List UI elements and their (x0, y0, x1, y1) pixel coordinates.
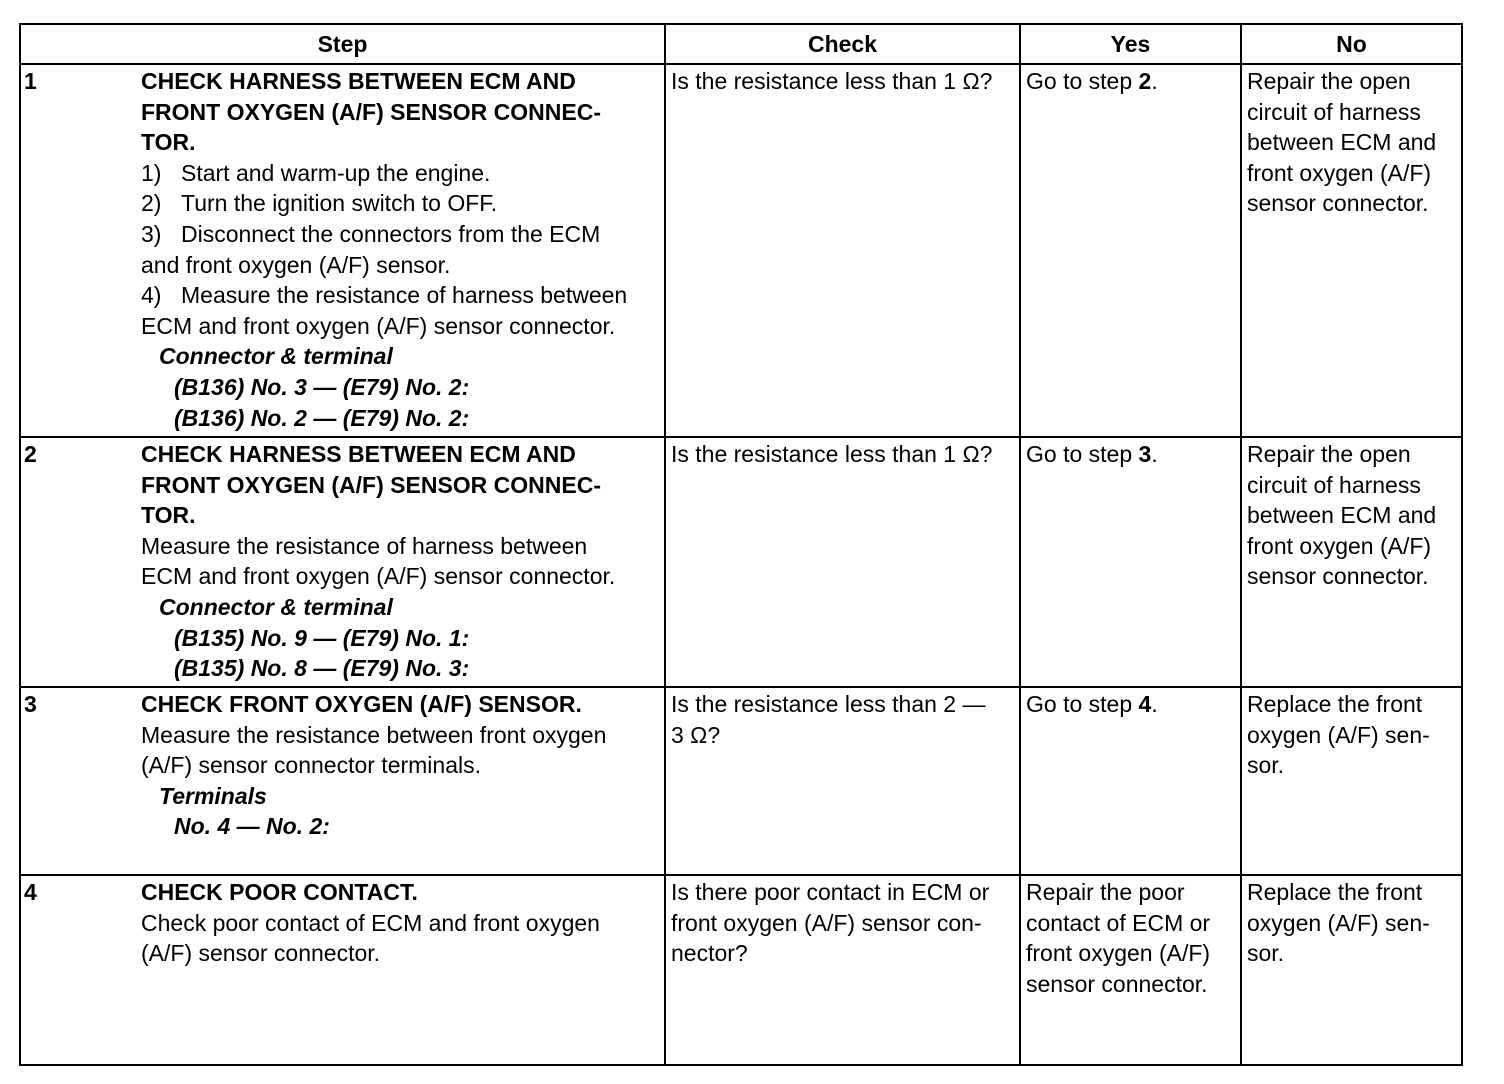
connector-terminal-line: (B136) No. 3 — (E79) No. 2: (174, 373, 470, 400)
yes-cell: Go to step 4. (1020, 687, 1241, 875)
procedure-item: 1) Start and warm-up the engine. (141, 159, 491, 186)
no-cell: Repair the open circuit of harness between ECM and front oxygen (A/F) sensor connector. (1241, 437, 1462, 687)
check-cell: Is there poor contact in ECM or front oxygen (A/F) sensor con- nector? (665, 875, 1020, 1065)
terminals-heading: Terminals (159, 782, 267, 809)
connector-terminal-line: (B135) No. 8 — (E79) No. 3: (174, 655, 470, 682)
yes-step-ref: 4 (1138, 691, 1152, 717)
header-no: No (1241, 24, 1462, 64)
no-cell: Repair the open circuit of harness between ECM and front oxygen (A/F) sensor connector. (1241, 64, 1462, 437)
procedure-item: 2) Turn the ignition switch to OFF. (141, 190, 498, 217)
step-title-line: FRONT OXYGEN (A/F) SENSOR CONNEC- (141, 98, 602, 125)
step-description (141, 64, 665, 437)
step-number: 2 (20, 437, 141, 687)
connector-heading: Connector & terminal (159, 343, 393, 370)
procedure-item: 3) Disconnect the connectors from the ECM (141, 220, 601, 247)
table-row (20, 64, 1462, 437)
step-title-line: TOR. (141, 502, 196, 529)
step-number: 4 (20, 875, 141, 1065)
step-body-line: Measure the resistance between front oxygen (141, 721, 607, 748)
yes-cell: Repair the poor contact of ECM or front oxygen (A/F) sensor connector. (1020, 875, 1241, 1065)
connector-terminal-line: (B135) No. 9 — (E79) No. 1: (174, 624, 470, 651)
header-step: Step (20, 24, 665, 64)
step-title-line: CHECK POOR CONTACT. (141, 879, 418, 905)
no-cell: Replace the front oxygen (A/F) sen- sor. (1241, 875, 1462, 1065)
check-cell: Is the resistance less than 2 — 3 Ω? (665, 687, 1020, 875)
step-body-line: (A/F) sensor connector. (141, 940, 381, 967)
yes-step-ref: 3 (1138, 441, 1152, 467)
diagnostic-table (19, 23, 1463, 1066)
procedure-item: 4) Measure the resistance of harness between (141, 282, 628, 309)
connector-terminal-line: (B136) No. 2 — (E79) No. 2: (174, 404, 470, 431)
step-number: 1 (20, 64, 141, 437)
yes-step-ref: 2 (1138, 68, 1152, 94)
connector-terminal-line: No. 4 — No. 2: (174, 813, 330, 840)
check-cell: Is the resistance less than 1 Ω? (665, 437, 1020, 687)
step-description (141, 437, 665, 687)
no-cell: Replace the front oxygen (A/F) sen- sor. (1241, 687, 1462, 875)
check-cell: Is the resistance less than 1 Ω? (665, 64, 1020, 437)
step-number: 3 (20, 687, 141, 875)
procedure-continuation: and front oxygen (A/F) sensor. (141, 251, 451, 278)
step-title-line: CHECK FRONT OXYGEN (A/F) SENSOR. (141, 691, 582, 717)
procedure-continuation: ECM and front oxygen (A/F) sensor connector. (141, 312, 616, 339)
header-yes: Yes (1020, 24, 1241, 64)
yes-cell: Go to step 2. (1020, 64, 1241, 437)
connector-heading: Connector & terminal (159, 593, 393, 620)
step-body-line: Measure the resistance of harness between (141, 532, 588, 559)
yes-cell: Go to step 3. (1020, 437, 1241, 687)
step-description (141, 687, 665, 875)
step-body-line: ECM and front oxygen (A/F) sensor connector. (141, 563, 616, 590)
step-title-line: CHECK HARNESS BETWEEN ECM AND (141, 68, 576, 94)
step-title-line: TOR. (141, 129, 196, 156)
step-body-line: Check poor contact of ECM and front oxygen (141, 909, 600, 936)
table-row (20, 875, 1462, 1065)
step-title-line: FRONT OXYGEN (A/F) SENSOR CONNEC- (141, 471, 602, 498)
table-row (20, 437, 1462, 687)
header-row (20, 24, 1462, 64)
step-body-line: (A/F) sensor connector terminals. (141, 752, 482, 779)
step-description (141, 875, 665, 1065)
header-check: Check (665, 24, 1020, 64)
step-title-line: CHECK HARNESS BETWEEN ECM AND (141, 441, 576, 467)
table-row (20, 687, 1462, 875)
